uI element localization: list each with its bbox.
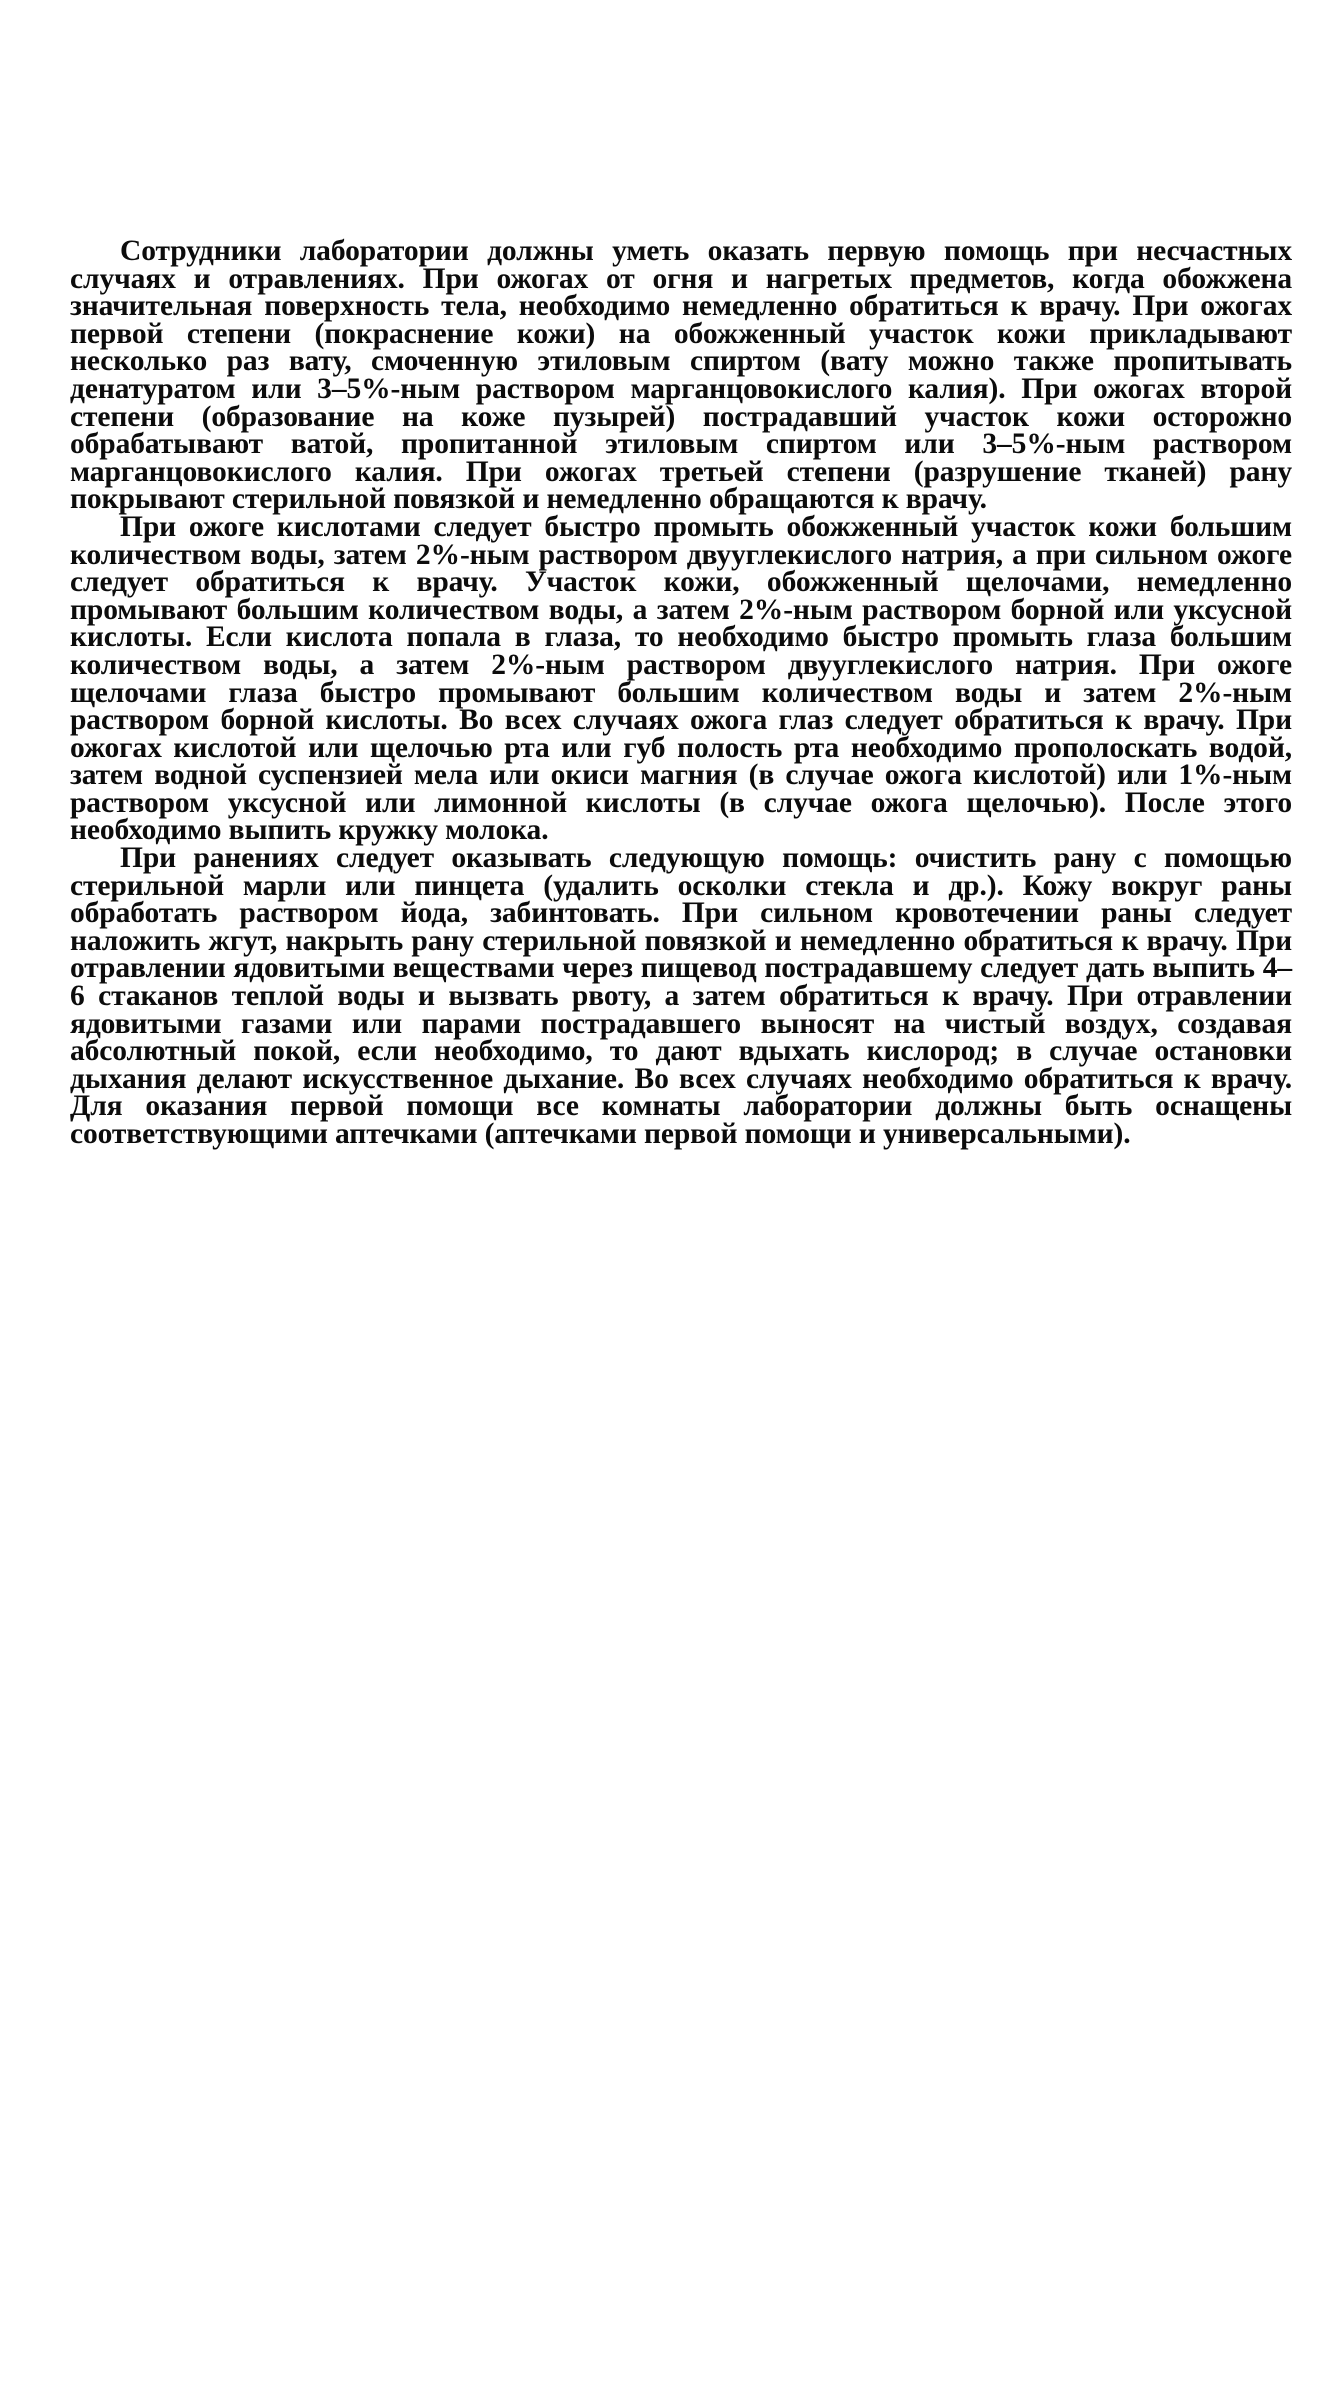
paragraph-chemical-burns: При ожоге кислотами следует быстро промыть обожженный участок кожи большим количеством воды, затем 2%-ным раствором двууглекислого натрия, а при сильном ожоге следует обратиться к врачу. Участок кожи, обожженный щелочами, немедленно промывают большим количеством воды, а затем 2%-ным раствором борной или уксусной кислоты. Если кислота попала в глаза, то необходимо быстро промыть глаза большим количеством воды, а затем 2%-ным раствором двууглекислого натрия. При ожоге щелочами глаза быстро промывают большим количеством воды и затем 2%-ным раствором борной кислоты. Во всех случаях ожога глаз следует обратиться к врачу. При ожогах кислотой или щелочью рта или губ полость рта необходимо прополоскать водой, затем водной суспензией мела или окиси магния (в случае ожога кислотой) или 1%-ным раствором уксусной или лимонной кислоты (в случае ожога щелочью). После этого необходимо выпить кружку молока.: [70, 510, 1292, 847]
paragraph-burns: Сотрудники лаборатории должны уметь оказать первую помощь при несчастных случаях и отравлениях. При ожогах от огня и нагретых предметов, когда обожжена значительная поверхность тела, необходимо немедленно обратиться к врачу. При ожогах первой степени (покраснение кожи) на обожженный участок кожи прикладывают несколько раз вату, смоченную этиловым спиртом (вату можно также пропитывать денатуратом или 3–5%-ным раствором марганцовокислого калия). При ожогах второй степени (образование на коже пузырей) пострадавший участок кожи осторожно обрабатывают ватой, пропитанной этиловым спиртом или 3–5%-ным раствором марганцовокислого калия. При ожогах третьей степени (разрушение тканей) рану покрывают стерильной повязкой и немедленно обращаются к врачу.: [70, 235, 1292, 516]
paragraph-wounds-poisoning: При ранениях следует оказывать следующую помощь: очистить рану с помощью стерильной марли или пинцета (удалить осколки стекла и др.). Кожу вокруг раны обработать раствором йода, забинтовать. При сильном кровотечении раны следует наложить жгут, накрыть рану стерильной повязкой и немедленно обратиться к врачу. При отравлении ядовитыми веществами через пищевод пострадавшему следует дать выпить 4–6 стаканов теплой воды и вызвать рвоту, а затем обратиться к врачу. При отравлении ядовитыми газами или парами пострадавшего выносят на чистый воздух, создавая абсолютный покой, если необходимо, то дают вдыхать кислород; в случае остановки дыхания делают искусственное дыхание. Во всех случаях необходимо обратиться к врачу. Для оказания первой помощи все комнаты лаборатории должны быть оснащены соответствующими аптечками (аптечками первой помощи и универсальными).: [70, 842, 1292, 1150]
body-text: [70, 235, 1292, 1150]
